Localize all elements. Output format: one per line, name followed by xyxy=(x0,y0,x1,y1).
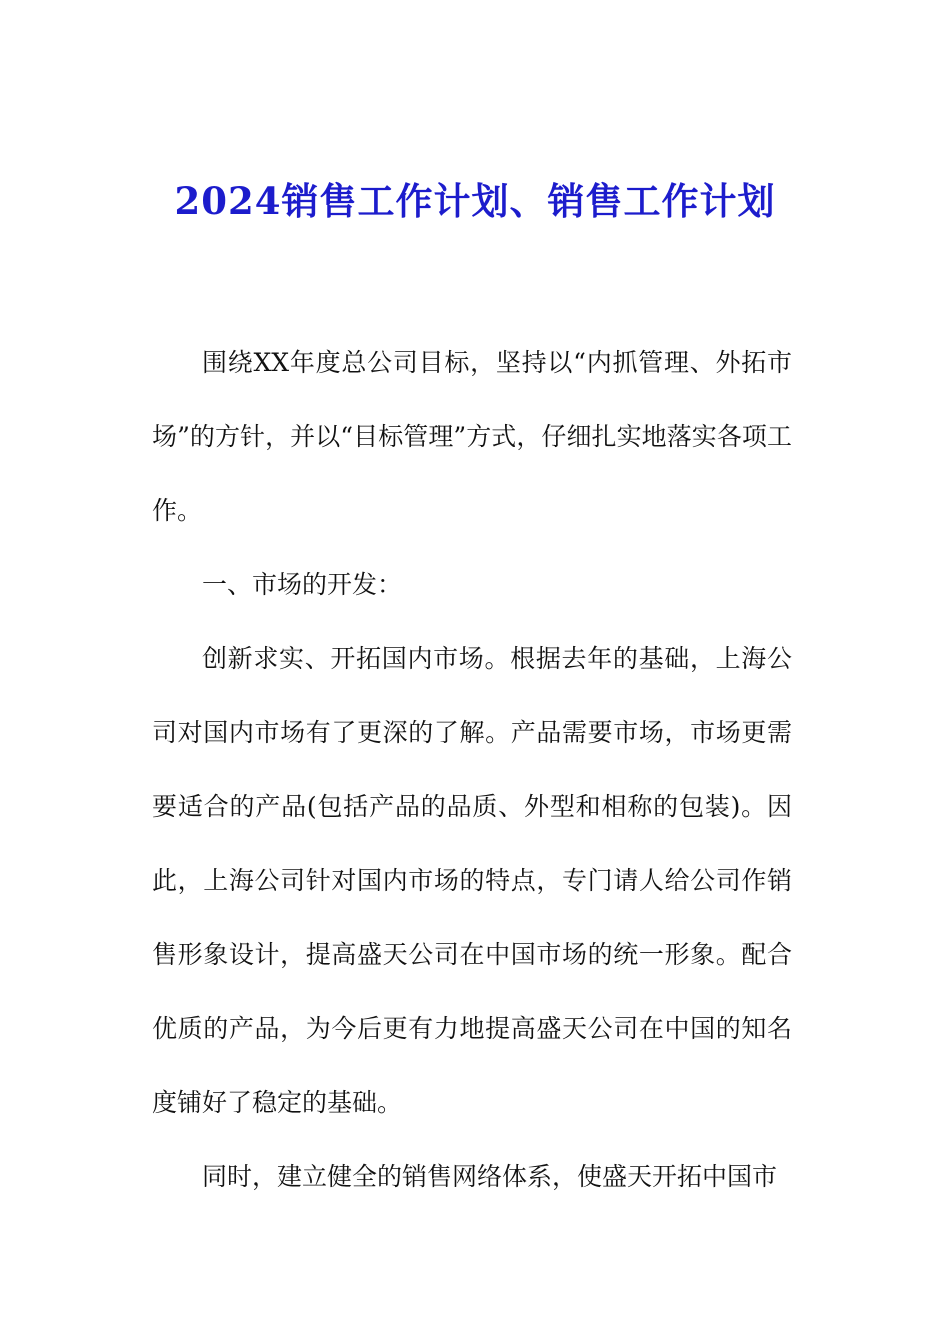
paragraph-intro: 围绕XX年度总公司目标，坚持以“内抓管理、外拓市场”的方针，并以“目标管理”方式，仔细扎实地落实各项工作。 xyxy=(152,348,792,525)
document-title: 2024销售工作计划、销售工作计划 xyxy=(174,179,776,223)
document-body xyxy=(152,326,792,1214)
section-heading-market-development: 一、市场的开发： xyxy=(202,570,403,599)
paragraph-domestic-market: 创新求实、开拓国内市场。根据去年的基础，上海公司对国内市场有了更深的了解。产品需要市场，市场更需要适合的产品(包括产品的品质、外型和相称的包装)。因此，上海公司针对国内市场的特点，专门请人给公司作销售形象设计，提高盛天公司在中国市场的统一形象。配合优质的产品，为今后更有力地提高盛天公司在中国的知名度铺好了稳定的基础。 xyxy=(152,644,792,1117)
paragraph-sales-network: 同时，建立健全的销售网络体系，使盛天开拓中国市 xyxy=(202,1162,778,1191)
